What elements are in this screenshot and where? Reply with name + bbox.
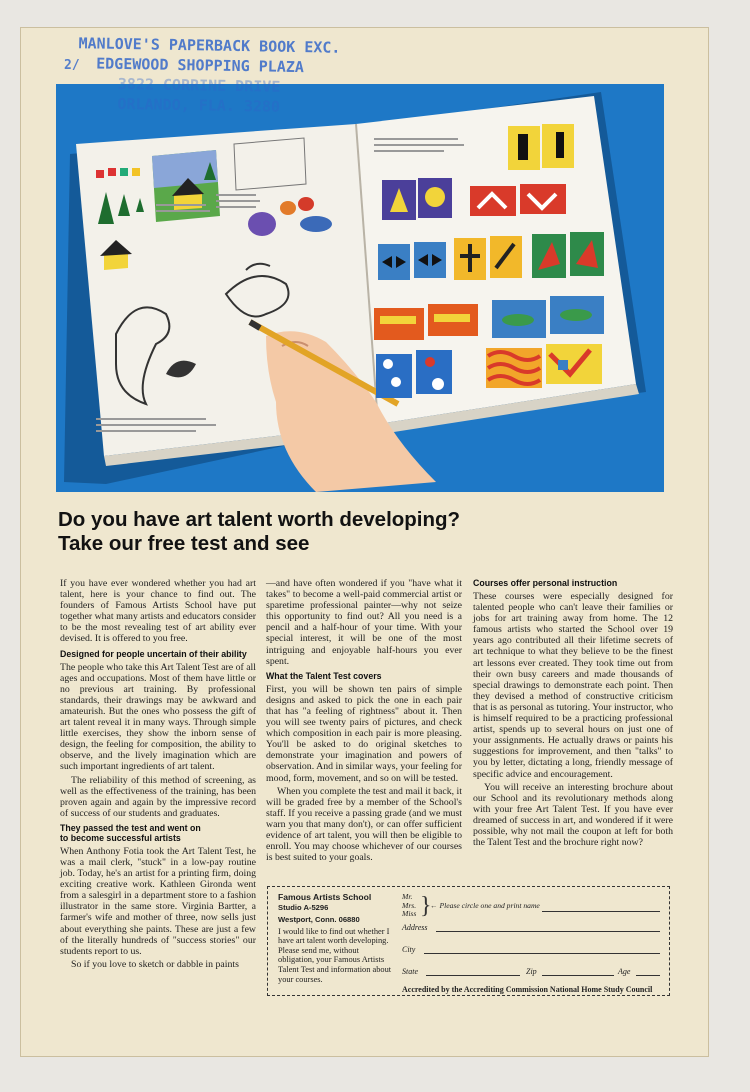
name-field[interactable] bbox=[542, 911, 660, 912]
mail-coupon[interactable] bbox=[267, 886, 670, 996]
coupon-school-name: Famous Artists School bbox=[278, 892, 372, 902]
coupon-studio: Studio A-5296 bbox=[278, 902, 329, 912]
state-label: State bbox=[402, 967, 418, 976]
age-label: Age bbox=[618, 967, 631, 976]
circle-note: ← Please circle one and print name bbox=[430, 901, 540, 910]
headline-line-2: Take our free test and see bbox=[58, 532, 310, 555]
headline bbox=[58, 508, 678, 556]
title-options[interactable]: Mr. Mrs. Miss bbox=[402, 892, 417, 919]
col2-paragraph-1: —and have often wondered if you "have what it takes" to become a well-paid commercial artist or sparetime professional painter—why not seize this opportunity to find out? All you need is a pencil and a half-hour of your time. With your special interest, it will be one of the most intriguing and enjoyable half-hours you ever spent. bbox=[266, 578, 462, 667]
coupon-school-info bbox=[278, 893, 396, 984]
col2-subheading-1: What the Talent Test covers bbox=[266, 670, 382, 681]
body-column-2 bbox=[266, 578, 462, 865]
zip-field[interactable] bbox=[542, 975, 614, 976]
address-label: Address bbox=[402, 923, 428, 932]
open-book-illustration bbox=[56, 84, 664, 492]
age-field[interactable] bbox=[636, 975, 660, 976]
col3-subheading-1: Courses offer personal instruction bbox=[473, 578, 618, 588]
col2-paragraph-3: When you complete the test and mail it back, it will be graded free by a member of the School's staff. If you receive a passing grade (and we must warn you that many don't), or can offer sufficient evidence of art talent, you will then be eligible to enroll. You may choose whichever of our courses is best suited to your goals. bbox=[266, 785, 462, 864]
zip-label: Zip bbox=[526, 967, 537, 976]
col2-paragraph-2: First, you will be shown ten pairs of simple designs and asked to pick the one in each pair that has "a feeling of rightness" about it. Then you will see twenty pairs of pictures, and check which composition in each pair is more pleasing. You'll be asked to do original sketches to demonstrate your imagination and powers of observation. And in similar ways, your feeling for mood, form, movement, and so on will be tested. bbox=[266, 683, 462, 784]
accreditation-note: Accredited by the Accrediting Commission National Home Study Council bbox=[402, 985, 653, 994]
col1-subheading-2: They passed the test and went on to become successful artists bbox=[60, 822, 201, 843]
city-label: City bbox=[402, 945, 416, 954]
col1-paragraph-5: So if you love to sketch or dabble in paints bbox=[71, 958, 239, 970]
address-field[interactable] bbox=[436, 931, 660, 932]
col1-paragraph-4: When Anthony Fotia took the Art Talent Test, he was a mail clerk, "stuck" in a low-pay routine job. Today, he's an artist for a printing firm, doing exciting creative work. Kathleen Gironda went from a salesgirl in a department store to a fashion illustrator in the same store. Virginia Bartter, a farmer's wife and mother of three, now sells just about everything she paints. These are just a few of the literally hundreds of "success stories" our students report to us. bbox=[60, 845, 256, 957]
headline-line-1: Do you have art talent worth developing? bbox=[58, 508, 461, 531]
body-column-1 bbox=[60, 578, 256, 972]
col1-paragraph-2: The people who take this Art Talent Test are of all ages and occupations. Most of them have little or no previous art training. By professional standards, their drawings may be awkward and amateurish. But the ones who possess the gift of art talent reveal it in many ways. Through simple little exercises, they show the inborn sense of design, the feeling for composition, the ability to observe, and the lively imagination which are such important ingredients of art talent. bbox=[60, 661, 256, 773]
state-field[interactable] bbox=[426, 975, 520, 976]
stamp-mark: 2/ bbox=[64, 58, 80, 73]
col3-paragraph-1: These courses were especially designed for talented people who can't leave their families or jobs for art training away from home. The 12 famous artists who started the School over 19 years ago contributed all their lifetime secrets of art technique to what they believe to be the finest art lessons ever created. They took time out from their own busy careers and made thousands of special drawings to demonstrate each point. Then they devised a method of constructive criticism that is as personal as tutoring. Your instructor, who is himself required to be a practicing professional artist, spends up to several hours on just one of your assignments. He actually draws or paints his suggestions for improvement, and then "talks" to you by letter, dictating a long, friendly message of specific advice and encouragement. bbox=[473, 591, 673, 780]
col3-paragraph-2: You will receive an interesting brochure about our School and its revolutionary methods along with your free Art Talent Test. If you have ever dreamed of success in art, and wondered if it were possible, why not mail the coupon at left for both the Talent Test and the brochure right now? bbox=[473, 781, 673, 849]
coupon-request-text: I would like to find out whether I have art talent worth developing. Please send me, without obligation, your Famous Artists Talent Test and information about your courses. bbox=[278, 926, 392, 984]
bookstore-stamp: MANLOVE'S PAPERBACK BOOK EXC. EDGEWOOD SHOPPING PLAZA 3822 CORRINE DRIVE ORLANDO, FLA. 3280 bbox=[78, 34, 341, 116]
col1-paragraph-1: If you have ever wondered whether you had art talent, here is your chance to find out. The founders of Famous Artists School have put together what many artists and educators consider to be the most revealing test of art ability ever devised. It is offered to you free. bbox=[60, 578, 256, 645]
body-column-3 bbox=[473, 578, 673, 850]
coupon-city: Westport, Conn. 06880 bbox=[278, 914, 360, 924]
col1-paragraph-3: The reliability of this method of screening, as well as the effectiveness of the training, has been proven again and again by the impressive record of success of our students and graduates. bbox=[60, 774, 256, 819]
art-test-illustration bbox=[56, 84, 664, 492]
city-field[interactable] bbox=[424, 953, 660, 954]
brace-icon: } bbox=[420, 893, 432, 919]
col1-subheading-1: Designed for people uncertain of their ability bbox=[60, 648, 247, 659]
